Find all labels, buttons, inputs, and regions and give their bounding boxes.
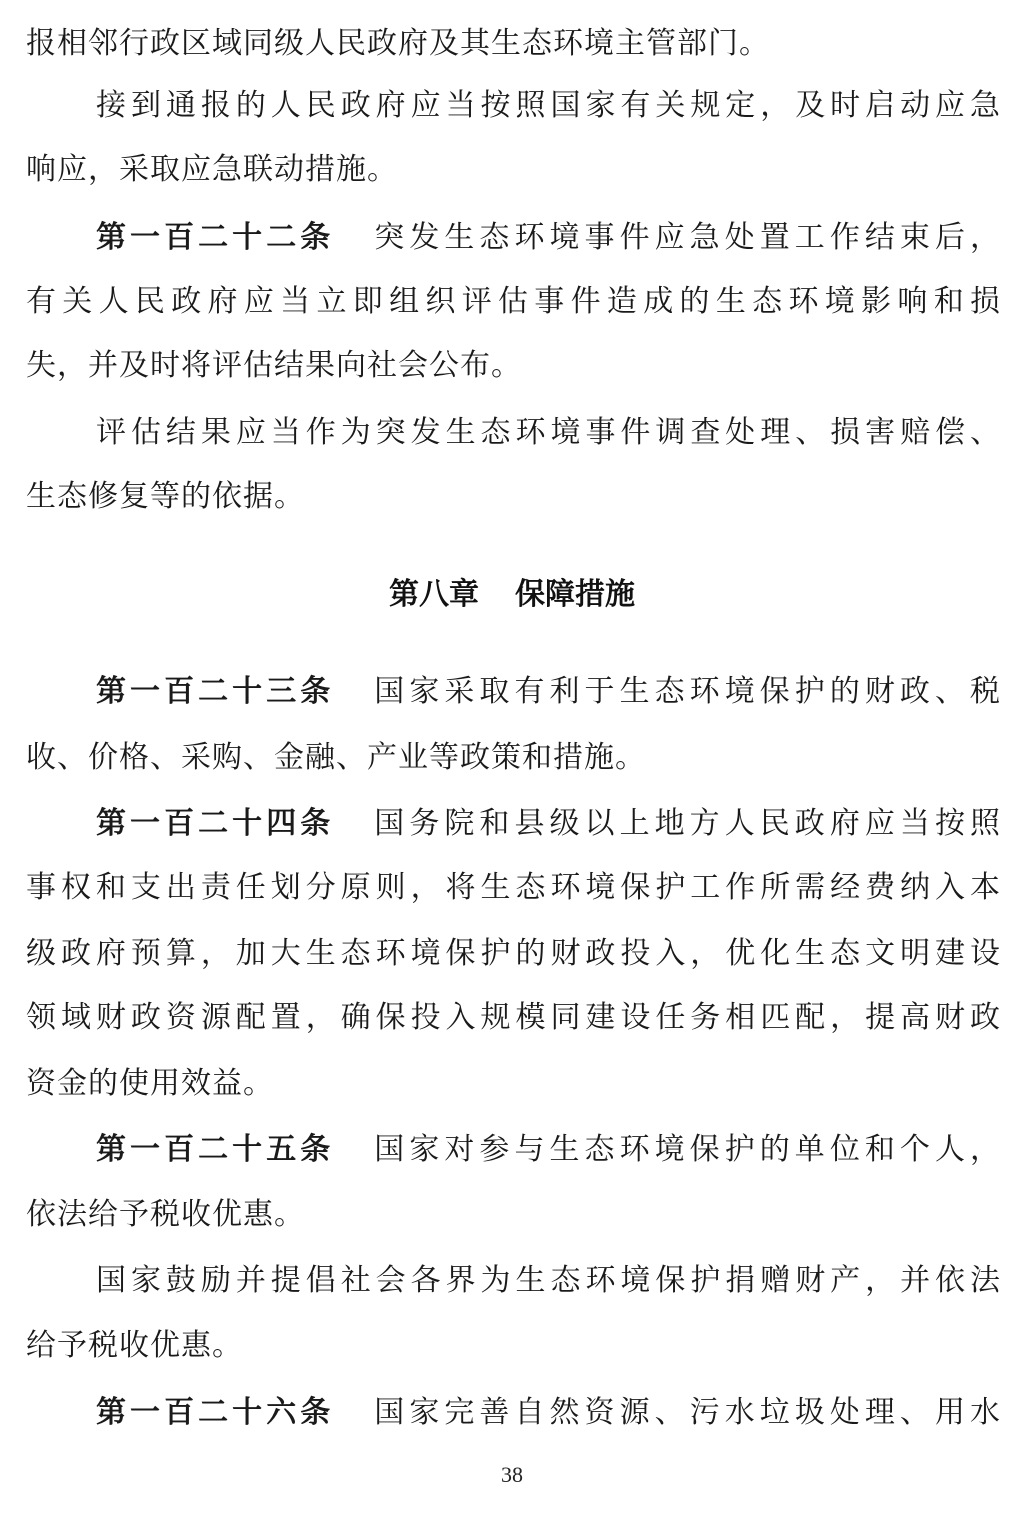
text-line: 报相邻行政区域同级人民政府及其生态环境主管部门。 (26, 26, 770, 61)
article-number: 第一百二十六条 (96, 1395, 335, 1430)
chapter-heading (0, 565, 1024, 625)
text-line: 事权和支出责任划分原则，将生态环境保护工作所需经费纳入本 (26, 870, 1001, 905)
text-line: 有关人民政府应当立即组织评估事件造成的生态环境影响和损 (26, 284, 1001, 319)
text-line: 领域财政资源配置，确保投入规模同建设任务相匹配，提高财政 (26, 1000, 1001, 1035)
text-line: 响应，采取应急联动措施。 (26, 152, 398, 187)
text-line: 评估结果应当作为突发生态环境事件调查处理、损害赔偿、 (96, 415, 1001, 450)
article-124-line: 第一百二十四条 国务院和县级以上地方人民政府应当按照 (96, 806, 1001, 841)
article-number: 第一百二十二条 (96, 220, 335, 255)
article-125-line: 第一百二十五条 国家对参与生态环境保护的单位和个人， (96, 1132, 1001, 1167)
chapter-title: 保障措施 (515, 577, 635, 612)
article-122-line: 第一百二十二条 突发生态环境事件应急处置工作结束后， (96, 220, 1001, 255)
text-line: 接到通报的人民政府应当按照国家有关规定，及时启动应急 (96, 88, 1001, 123)
article-number: 第一百二十五条 (96, 1132, 335, 1167)
text-line: 国家鼓励并提倡社会各界为生态环境保护捐赠财产，并依法 (96, 1263, 1001, 1298)
text-line: 收、价格、采购、金融、产业等政策和措施。 (26, 740, 646, 775)
article-number: 第一百二十四条 (96, 806, 335, 841)
article-number: 第一百二十三条 (96, 674, 335, 709)
text-line: 给予税收优惠。 (26, 1328, 243, 1363)
text-line: 依法给予税收优惠。 (26, 1197, 305, 1232)
chapter-number: 第八章 (389, 577, 479, 612)
page-number: 38 (501, 1462, 523, 1487)
text-line: 失，并及时将评估结果向社会公布。 (26, 348, 522, 383)
text-line: 生态修复等的依据。 (26, 479, 305, 514)
article-123-line: 第一百二十三条 国家采取有利于生态环境保护的财政、税 (96, 674, 1001, 709)
text-line: 资金的使用效益。 (26, 1066, 274, 1101)
article-126-line: 第一百二十六条 国家完善自然资源、污水垃圾处理、用水 (96, 1395, 1001, 1430)
text-line: 级政府预算，加大生态环境保护的财政投入，优化生态文明建设 (26, 936, 1001, 971)
